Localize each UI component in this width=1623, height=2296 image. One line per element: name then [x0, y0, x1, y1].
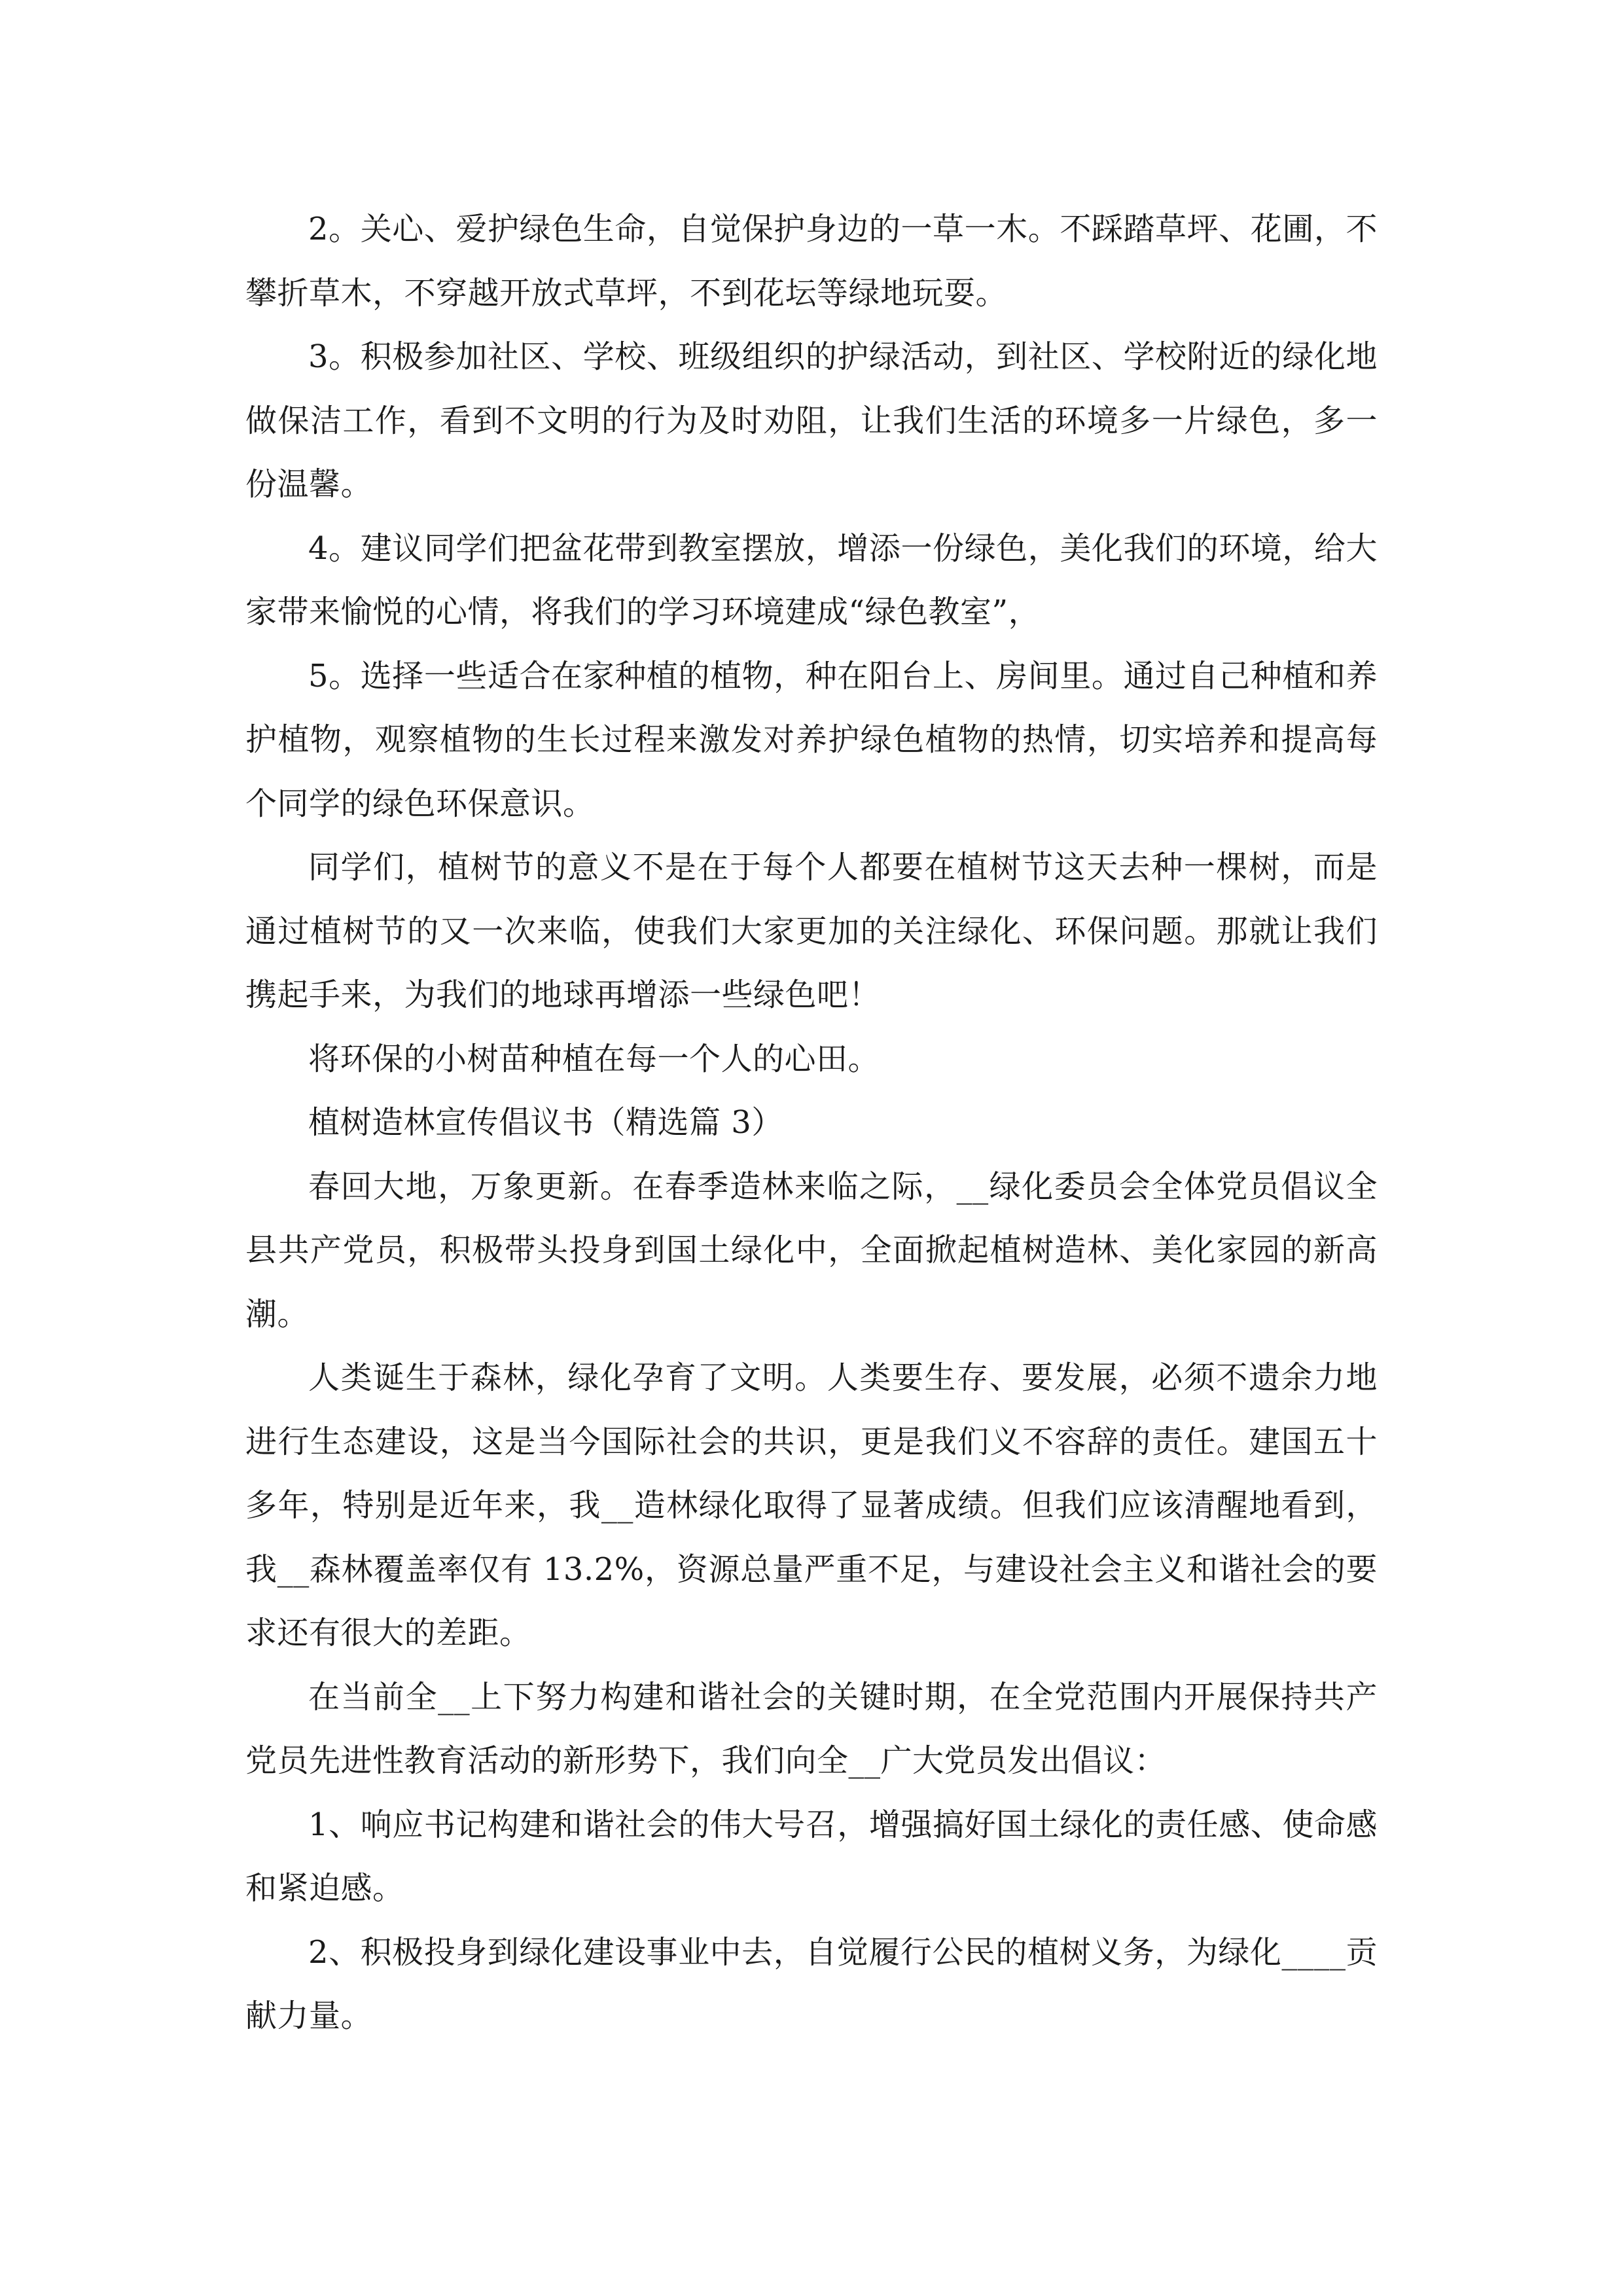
paragraph-current-period: 在当前全__上下努力构建和谐社会的关键时期，在全党范围内开展保持共产党员先进性教育活动的新形势下，我们向全__广大党员发出倡议： — [245, 1678, 1378, 1779]
proposal-item-1: 1、响应书记构建和谐社会的伟大号召，增强搞好国土绿化的责任感、使命感和紧迫感。 — [245, 1806, 1378, 1907]
paragraph-forest-civilization: 人类诞生于森林，绿化孕育了文明。人类要生存、要发展，必须不遗余力地进行生态建设，这是当今国际社会的共识，更是我们义不容辞的责任。建国五十多年，特别是近年来，我__造林绿化取得了显著成绩。但我们应该清醒地看到，我__森林覆盖率仅有 13.2%，资源总量严重不足，与建设社会主义和谐社会的要求还有很大的差距。 — [245, 1359, 1378, 1651]
paragraph-closing-line: 将环保的小树苗种植在每一个人的心田。 — [308, 1040, 880, 1077]
proposal-item-2: 2、积极投身到绿化建设事业中去，自觉履行公民的植树义务，为绿化____贡献力量。 — [245, 1933, 1378, 2034]
paragraph-spring-intro: 春回大地，万象更新。在春季造林来临之际，__绿化委员会全体党员倡议全县共产党员，积极带头投身到国土绿化中，全面掀起植树造林、美化家园的新高潮。 — [245, 1168, 1378, 1333]
paragraph-item-5: 5。选择一些适合在家种植的植物，种在阳台上、房间里。通过自己种植和养护植物，观察植物的生长过程来激发对养护绿色植物的热情，切实培养和提高每个同学的绿色环保意识。 — [245, 657, 1378, 822]
paragraph-item-4: 4。建议同学们把盆花带到教室摆放，增添一份绿色，美化我们的环境，给大家带来愉悦的心情，将我们的学习环境建成“绿色教室”， — [245, 529, 1378, 630]
paragraph-item-3: 3。积极参加社区、学校、班级组织的护绿活动，到社区、学校附近的绿化地做保洁工作，看到不文明的行为及时劝阻，让我们生活的环境多一片绿色，多一份温馨。 — [245, 338, 1378, 503]
section-title: 植树造林宣传倡议书（精选篇 3） — [308, 1104, 783, 1141]
document-body — [245, 198, 1378, 2049]
paragraph-item-2: 2。关心、爱护绿色生命，自觉保护身边的一草一木。不踩踏草坪、花圃，不攀折草木，不穿越开放式草坪，不到花坛等绿地玩耍。 — [245, 211, 1378, 312]
paragraph-students-appeal: 同学们，植树节的意义不是在于每个人都要在植树节这天去种一棵树，而是通过植树节的又一次来临，使我们大家更加的关注绿化、环保问题。那就让我们携起手来，为我们的地球再增添一些绿色吧！ — [245, 849, 1378, 1013]
